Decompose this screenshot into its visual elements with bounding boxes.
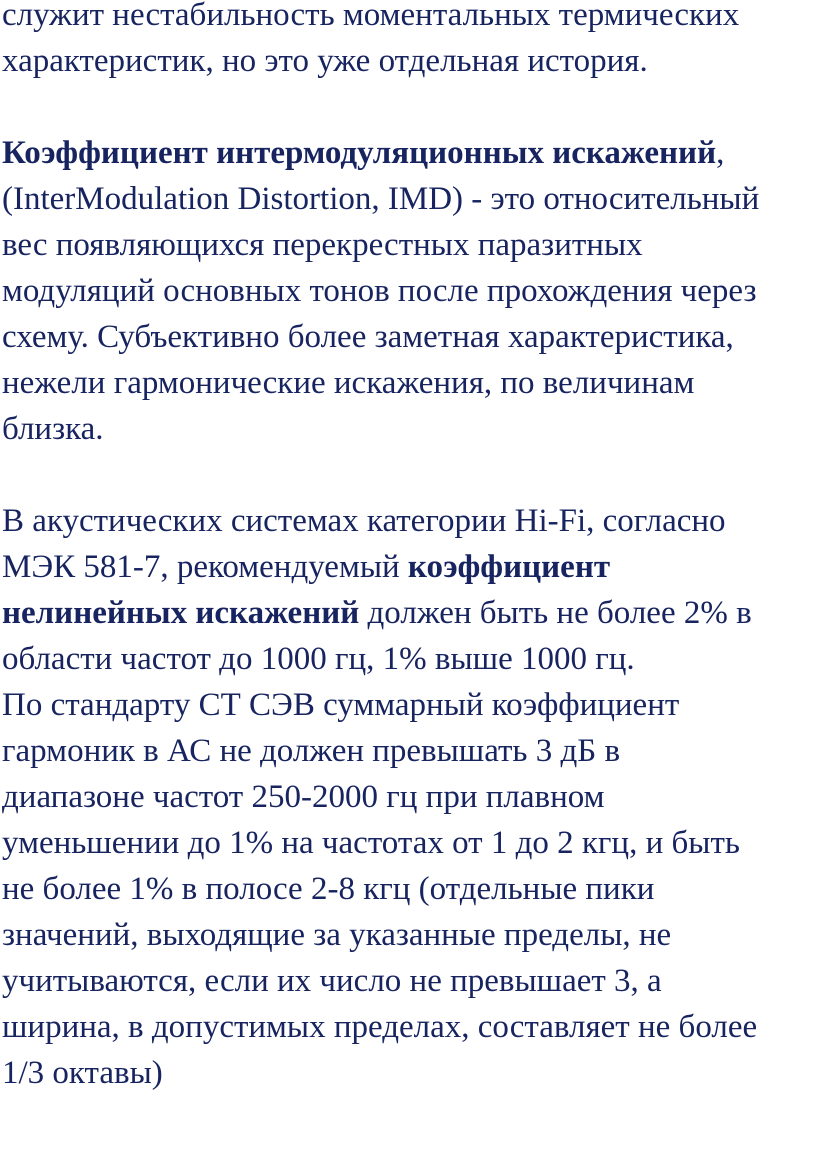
paragraph-spacer <box>2 452 808 498</box>
imd-definition: (InterModulation Distortion, IMD) - это относительный вес появляющихся перекрестных паразитных модуляций основных тонов после прохождения через схему. Субъективно более заметная характеристика, нежели гармонические искажения, по величинам близка. <box>2 181 760 447</box>
paragraph-spacer <box>2 84 808 130</box>
nonlinear-distortion-term-1: коэффициент <box>407 549 611 585</box>
hifi-requirement-text: должен быть не более 2% в области частот до 1000 гц, 1% выше 1000 гц. <box>2 595 752 677</box>
imd-paragraph <box>2 130 808 452</box>
hifi-intro-text: В акустических системах категории Hi-Fi, согласно МЭК 581-7, рекомендуемый <box>2 503 726 585</box>
intro-paragraph <box>2 0 808 84</box>
imd-comma: , <box>716 135 725 171</box>
imd-term: Коэффициент интермодуляционных искажений <box>2 135 717 171</box>
hifi-paragraph <box>2 498 808 682</box>
standard-paragraph: По стандарту СТ СЭВ суммарный коэффициент гармоник в АС не должен превышать 3 дБ в диапазоне частот 250-2000 гц при плавном уменьшении до 1% на частотах от 1 до 2 кгц, и быть не более 1% в полосе 2-8 кгц (отдельные пики значений, выходящие за указанные пределы, не учитываются, если их число не превышает 3, а ширина, в допустимых пределах, составляет не более 1/3 октавы) <box>2 687 758 1091</box>
intro-line-2: характеристик, но это уже отдельная история. <box>2 43 648 79</box>
intro-line-1: служит нестабильность моментальных термических <box>2 0 740 33</box>
nonlinear-distortion-term-2: нелинейных искажений <box>2 595 360 631</box>
